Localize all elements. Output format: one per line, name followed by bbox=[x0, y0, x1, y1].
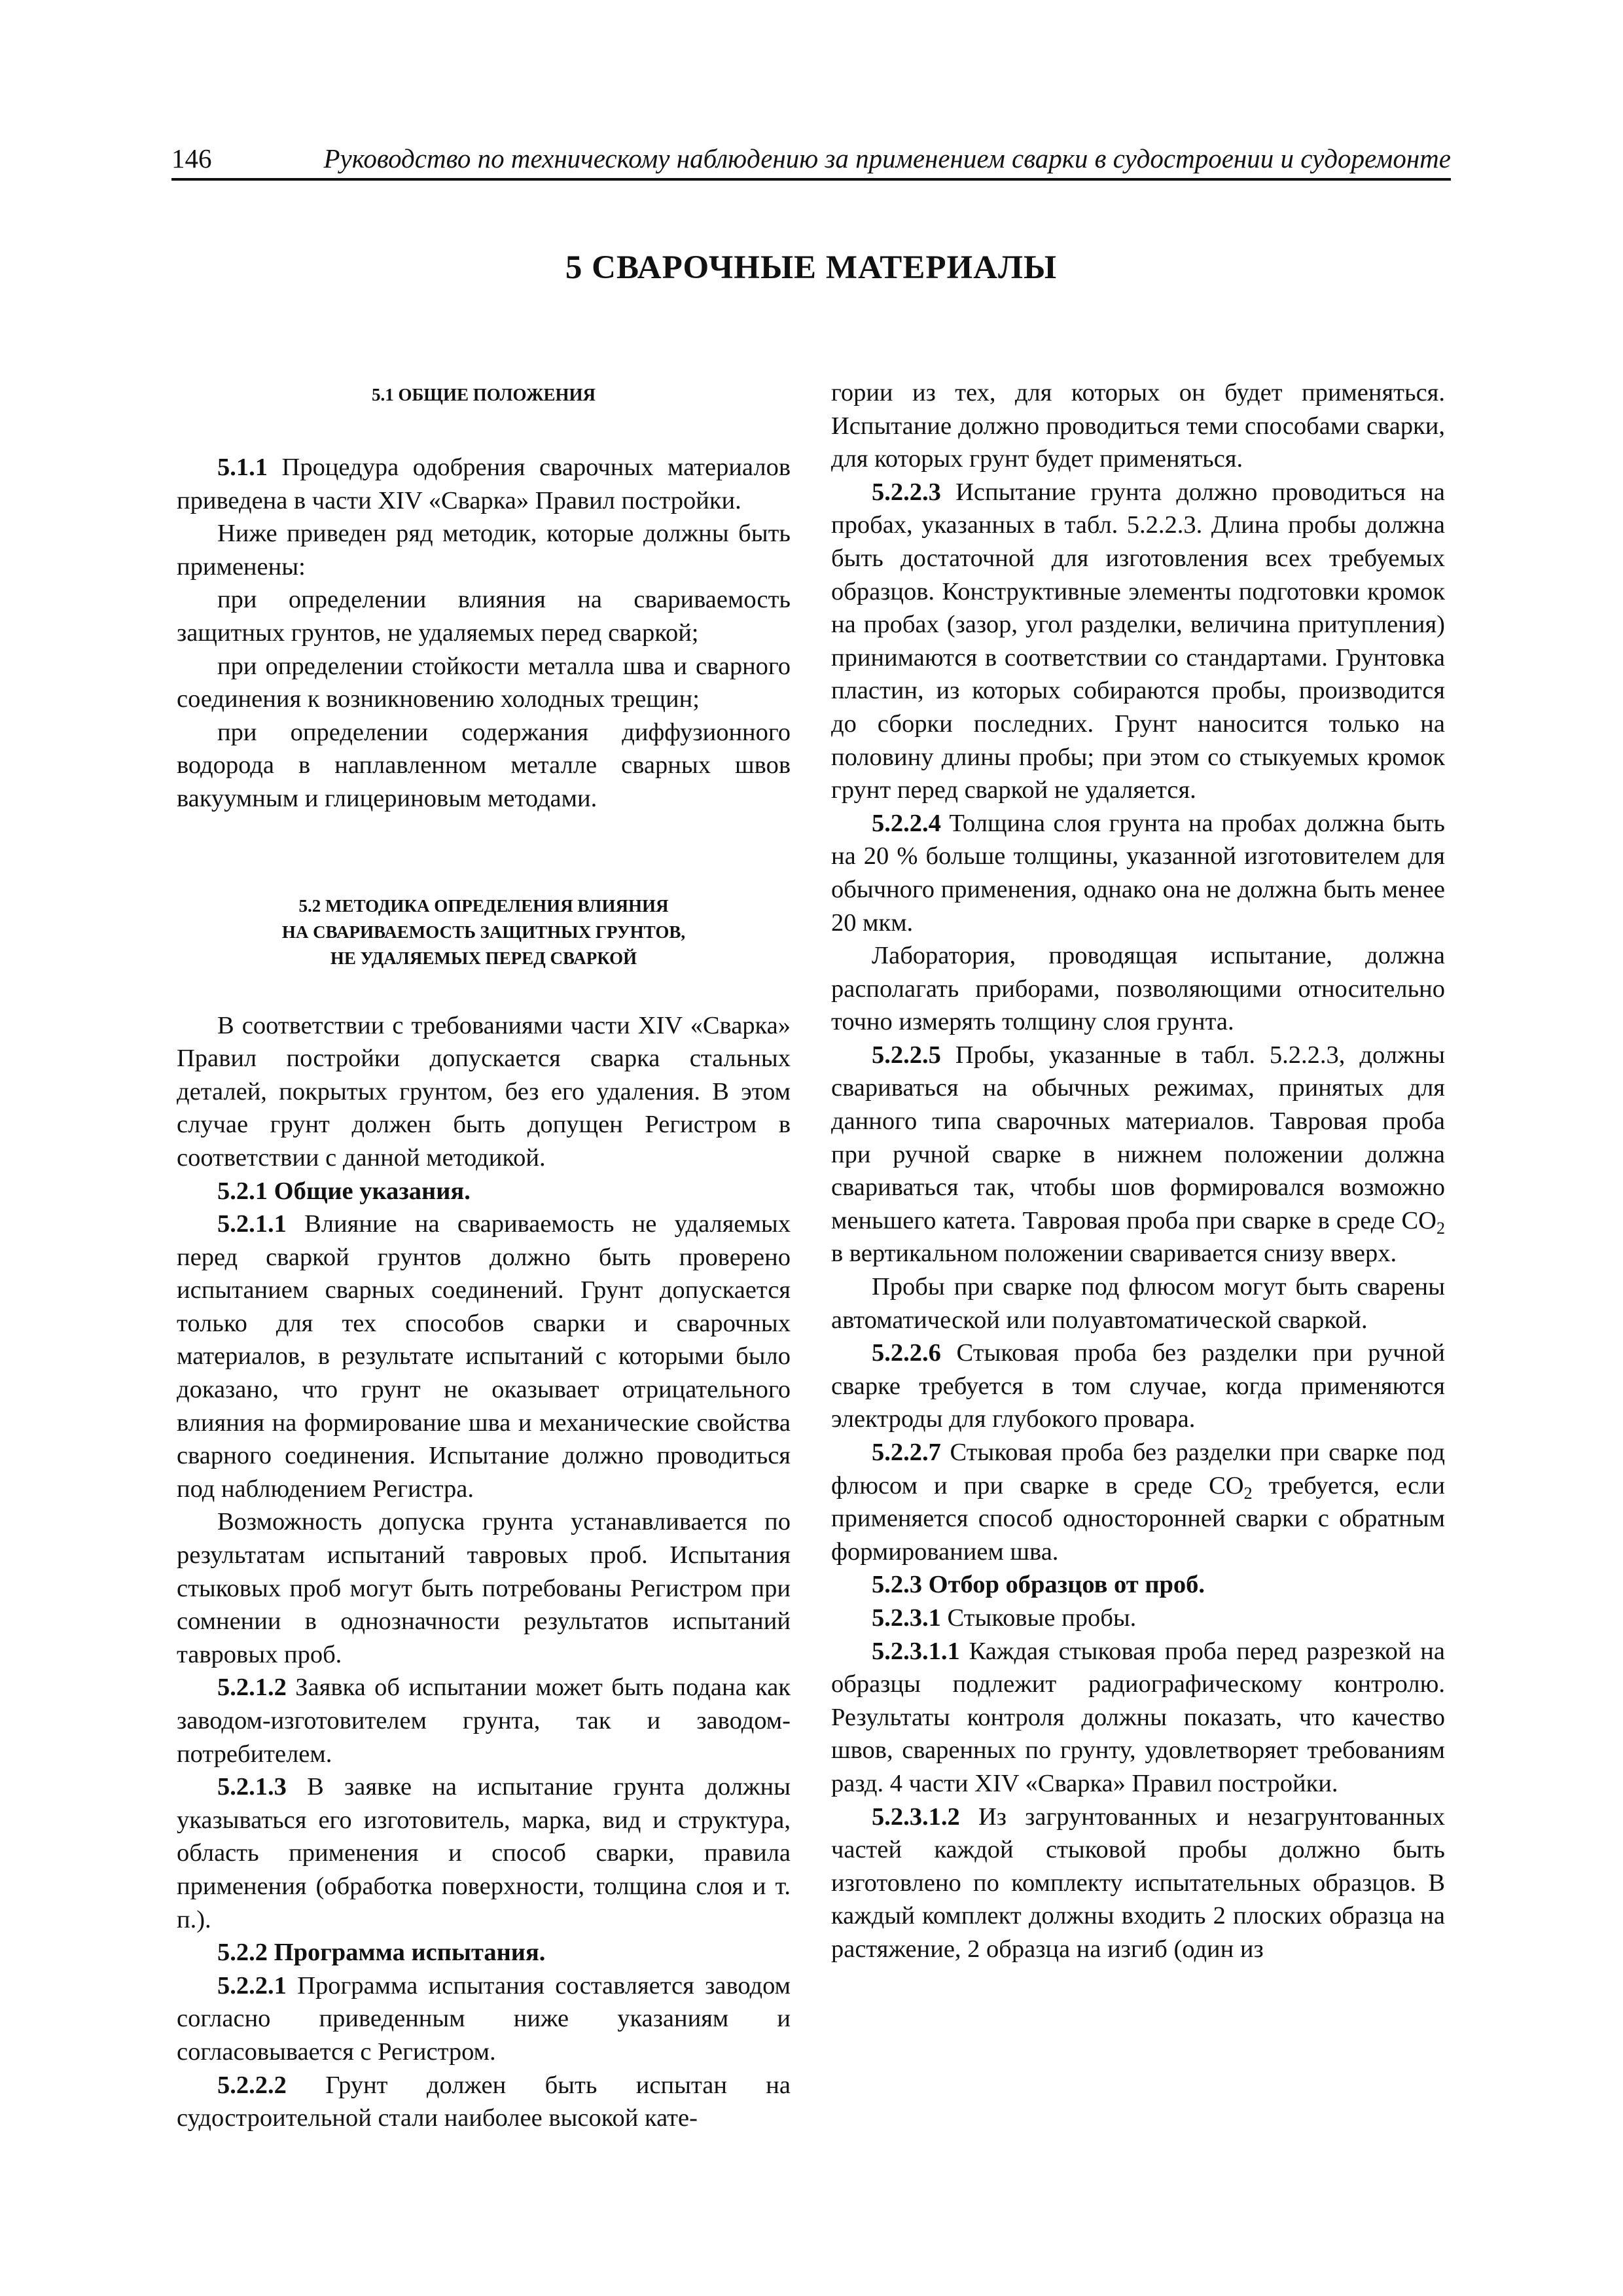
paragraph-5-2-1-2 bbox=[177, 1671, 791, 1770]
paragraph-5-2-2-5 bbox=[831, 1039, 1445, 1270]
clause-number: 5.2.2.4 bbox=[872, 809, 941, 837]
paragraph-text: Испытание грунта должно проводиться на пробах, указанных в табл. 5.2.2.3. Длина пробы должна быть достаточной для изготовления всех требуемых образцов. Конструктивные элементы подготовки кромок на пробах (зазор, угол разделки, величина притупления) принимаются в соответствии со стандартами. Грунтовка пластин, из которых собираются пробы, производится до сборки последних. Грунт наносится только на половину длины пробы; при этом со стыкуемых кромок грунт перед сваркой не удаляется. bbox=[831, 478, 1445, 804]
page-number: 146 bbox=[171, 143, 212, 173]
paragraph-text: Пробы, указанные в табл. 5.2.2.3, должны свариваться на обычных режимах, принятых для данного типа сварочных материалов. Тавровая проба при ручной сварке в нижнем положении должна свариваться так, чтобы шов формировался возможно меньшего катета. Тавровая проба при сварке в среде CO bbox=[831, 1041, 1445, 1234]
paragraph-text: Из загрунтованных и незагрунтованных частей каждой стыковой пробы должно быть изготовлено по комплекту испытательных образцов. В каждый комплект должны входить 2 плоских образца на растяжение, 2 образца на изгиб (один из bbox=[831, 1803, 1445, 1963]
clause-number: 5.2.1.1 bbox=[217, 1210, 287, 1238]
paragraph-5-2-2-7 bbox=[831, 1436, 1445, 1568]
running-header bbox=[171, 143, 1451, 179]
clause-number: 5.2.2.1 bbox=[217, 1971, 287, 2000]
section-heading-5-2 bbox=[177, 893, 791, 971]
list-item: при определении содержания диффузионного водорода в наплавленном металле сварных швов вакуумным и глицериновым методами. bbox=[177, 718, 791, 812]
list-item: при определении стойкости металла шва и сварного соединения к возникновению холодных трещин; bbox=[177, 652, 791, 713]
paragraph-5-2-2-3 bbox=[831, 476, 1445, 807]
paragraph-text: Каждая стыковая проба перед разрезкой на образцы подлежит радиографическому контролю. Результаты контроля должны показать, что качество швов, сваренных по грунту, удовлетворяет требованиям разд. 4 части XIV «Сварка» Правил постройки. bbox=[831, 1637, 1445, 1797]
paragraph-5-2-3-1-1 bbox=[831, 1635, 1445, 1801]
paragraph-text: Процедура одобрения сварочных материалов приведена в части XIV «Сварка» Правил постройки. bbox=[177, 454, 791, 514]
clause-number: 5.2.2.2 bbox=[217, 2071, 287, 2099]
paragraph-5-2-2-4 bbox=[831, 807, 1445, 939]
paragraph-methods: Ниже приведен ряд методик, которые должны быть применены: bbox=[177, 520, 791, 581]
clause-number: 5.2.2.7 bbox=[872, 1439, 941, 1466]
paragraph-5-2-2-1 bbox=[177, 1969, 791, 2069]
subheading-5-2-3: 5.2.3 Отбор образцов от проб. bbox=[872, 1571, 1205, 1599]
subheading-5-2-1: 5.2.1 Общие указания. bbox=[217, 1177, 471, 1205]
paragraph-5-2-1-3 bbox=[177, 1770, 791, 1936]
paragraph-text: Толщина слоя грунта на пробах должна быть на 20 % больше толщины, указанной изготовителем для обычного применения, однако она не должна быть менее 20 мкм. bbox=[831, 809, 1445, 937]
paragraph-5-2-2-6 bbox=[831, 1336, 1445, 1436]
clause-number: 5.2.3.1 bbox=[872, 1604, 941, 1632]
header-rule bbox=[171, 178, 1451, 181]
paragraph-text: Стыковая проба без разделки при ручной сварке требуется в том случае, когда применяются электроды для глубокого провара. bbox=[831, 1339, 1445, 1433]
paragraph-text: в вертикальном положении сваривается снизу вверх. bbox=[831, 1240, 1397, 1268]
clause-number: 5.2.3.1.1 bbox=[872, 1637, 960, 1665]
paragraph-text: В заявке на испытание грунта должны указываться его изготовитель, марка, вид и структура, область применения и способ сварки, правила применения (обработка поверхности, толщина слоя и т. п.). bbox=[177, 1773, 791, 1933]
paragraph-5-1-1 bbox=[177, 451, 791, 517]
section-heading-5-1: 5.1 ОБЩИЕ ПОЛОЖЕНИЯ bbox=[371, 385, 596, 404]
paragraph-flux: Пробы при сварке под флюсом могут быть сварены автоматической или полуавтоматической сваркой. bbox=[831, 1273, 1445, 1334]
paragraph-5-2-2-2 bbox=[177, 2069, 791, 2135]
paragraph-text: Стыковая проба без разделки при сварке под флюсом и при сварке в среде CO bbox=[831, 1439, 1445, 1499]
chapter-title: 5 СВАРОЧНЫЕ МАТЕРИАЛЫ bbox=[565, 249, 1058, 286]
clause-number: 5.2.3.1.2 bbox=[872, 1803, 960, 1831]
paragraph-text: Грунт должен быть испытан на судостроительной стали наиболее высокой кате- bbox=[177, 2071, 791, 2132]
subheading-5-2-2: 5.2.2 Программа испытания. bbox=[217, 1939, 546, 1967]
paragraph-continuation: гории из тех, для которых он будет применяться. Испытание должно проводиться теми способами сварки, для которых грунт будет применяться. bbox=[831, 379, 1445, 473]
subscript: 2 bbox=[1436, 1218, 1445, 1238]
clause-number: 5.2.2.3 bbox=[872, 478, 941, 506]
paragraph-text: Программа испытания составляется заводом согласно приведенным ниже указаниям и согласовывается с Регистром. bbox=[177, 1971, 791, 2066]
right-column bbox=[831, 376, 1445, 1966]
subscript: 2 bbox=[1243, 1483, 1253, 1503]
paragraph-text: Стыковые пробы. bbox=[940, 1604, 1137, 1632]
clause-number: 5.2.2.5 bbox=[872, 1041, 941, 1069]
paragraph-5-2-intro: В соответствии с требованиями части XIV «Сварка» Правил постройки допускается сварка стальных деталей, покрытых грунтом, без его удаления. В этом случае грунт должен быть допущен Регистром в соответствии с данной методикой. bbox=[177, 1011, 791, 1172]
clause-number: 5.2.2.6 bbox=[872, 1339, 941, 1367]
heading-line: 5.2 МЕТОДИКА ОПРЕДЕЛЕНИЯ ВЛИЯНИЯ bbox=[298, 895, 669, 916]
paragraph-text: Влияние на свариваемость не удаляемых перед сваркой грунтов должно быть проверено испытанием сварных соединений. Грунт допускается только для тех способов сварки и сварочных материалов, в результате испытаний с которыми было доказано, что грунт не оказывает отрицательного влияния на формирование шва и механические свойства сварного соединения. Испытание должно проводиться под наблюдением Регистра. bbox=[177, 1210, 791, 1503]
paragraph-5-2-1-1 bbox=[177, 1208, 791, 1505]
paragraph-possibility: Возможность допуска грунта устанавливается по результатам испытаний тавровых проб. Испытания стыковых проб могут быть потребованы Регистром при сомнении в однозначности результатов испытаний тавровых проб. bbox=[177, 1508, 791, 1668]
paragraph-5-2-3-1 bbox=[831, 1602, 1445, 1635]
running-title: Руководство по техническому наблюдению за применением сварки в судостроении и судоремонте bbox=[323, 143, 1451, 173]
paragraph-laboratory: Лаборатория, проводящая испытание, должна располагать приборами, позволяющими относительно точно измерять толщину слоя грунта. bbox=[831, 942, 1445, 1036]
left-column bbox=[177, 376, 791, 2135]
paragraph-5-2-3-1-2 bbox=[831, 1801, 1445, 1966]
heading-line: НЕ УДАЛЯЕМЫХ ПЕРЕД СВАРКОЙ bbox=[330, 948, 637, 968]
paragraph-text: требуется, если применяется способ односторонней сварки с обратным формированием шва. bbox=[831, 1471, 1445, 1566]
clause-number: 5.1.1 bbox=[217, 454, 268, 481]
heading-line: НА СВАРИВАЕМОСТЬ ЗАЩИТНЫХ ГРУНТОВ, bbox=[281, 922, 686, 942]
clause-number: 5.2.1.3 bbox=[217, 1773, 287, 1801]
paragraph-text: Заявка об испытании может быть подана как заводом-изготовителем грунта, так и заводом-потребителем. bbox=[177, 1674, 791, 1768]
list-item: при определении влияния на свариваемость защитных грунтов, не удаляемых перед сваркой; bbox=[177, 586, 791, 647]
clause-number: 5.2.1.2 bbox=[217, 1674, 287, 1702]
